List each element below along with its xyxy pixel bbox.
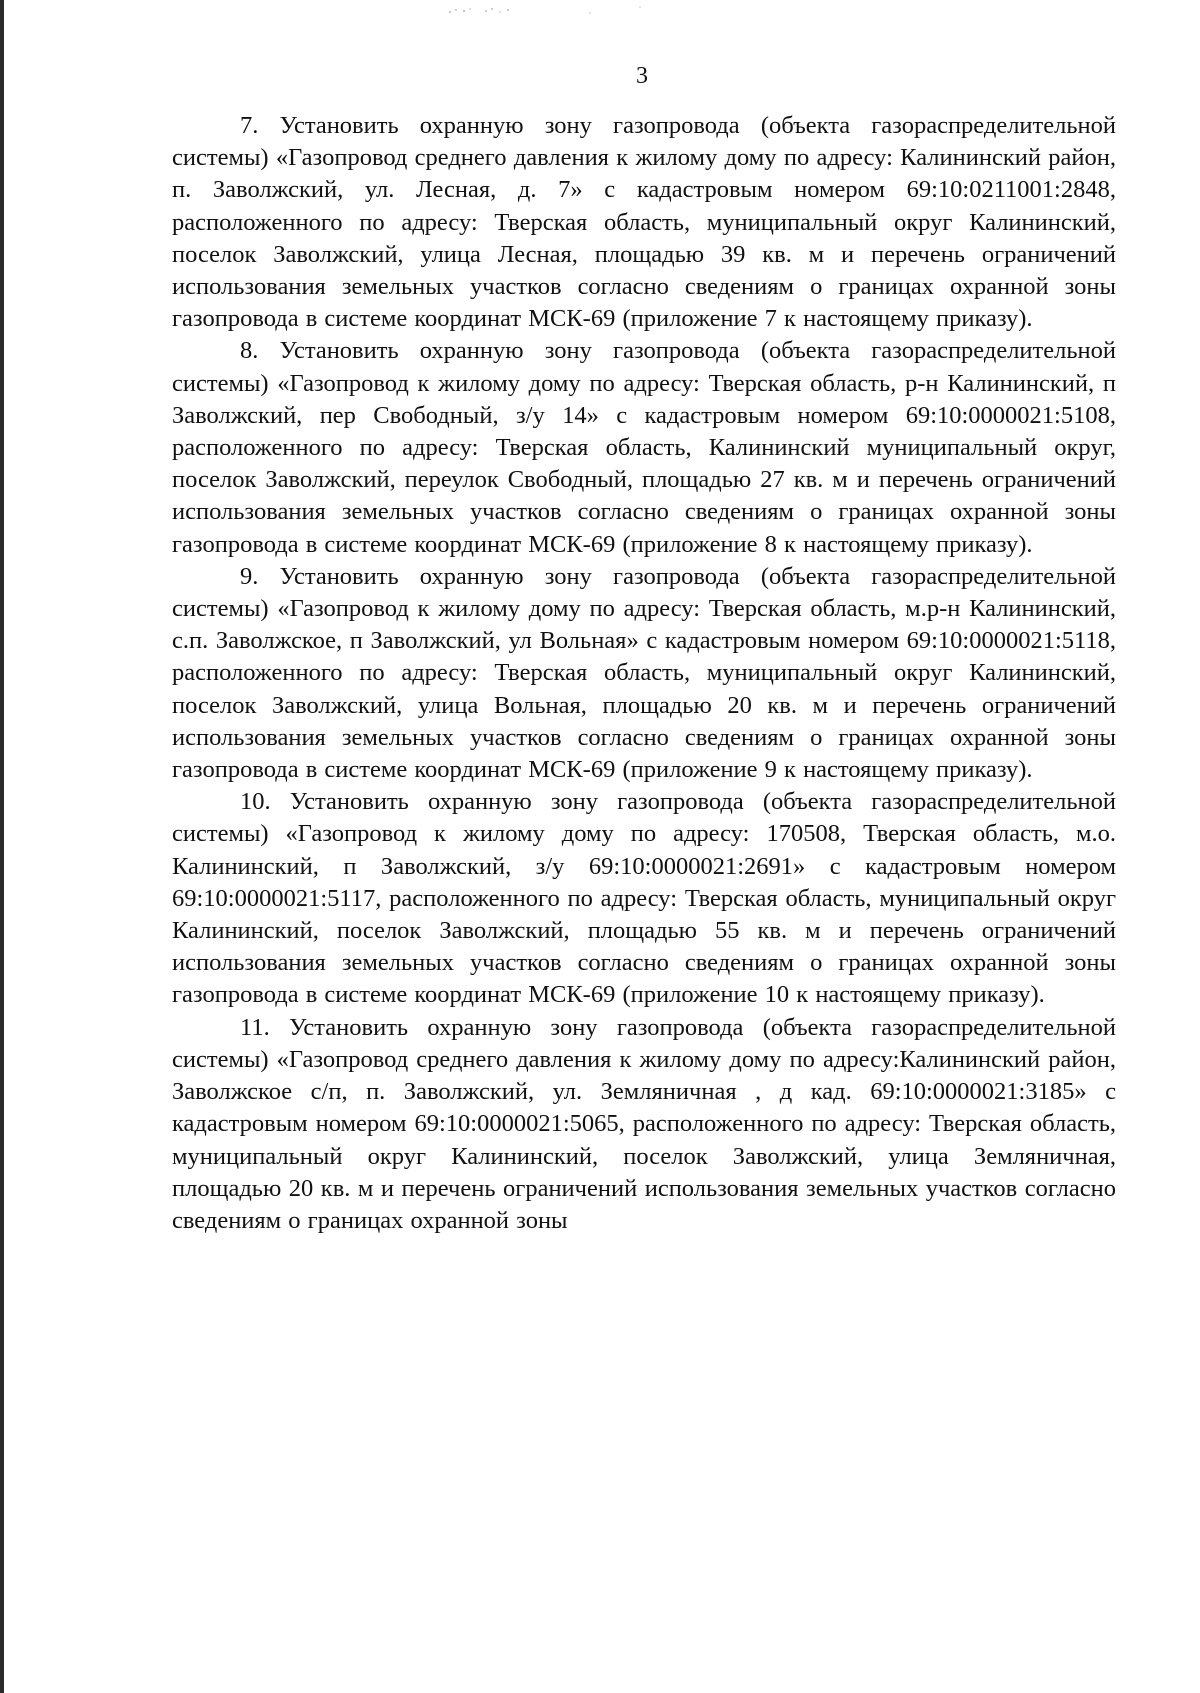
paragraph-item-8: 8. Установить охранную зону газопровода (объекта газораспределительной системы) «Газопровод к жилому дому по адресу: Тверская область, р-н Калининский, п Заволжский, пер Свободный, з/у 14» с кадастровым номером 69:10:0000021:5108, расположенного по адресу: Тверская область, Калининский муниципальный округ, поселок Заволжский, переулок Свободный, площадью 27 кв. м и перечень ограничений использования земельных участков согласно сведениям о границах охранной зоны газопровода в системе координат МСК-69 (приложение 8 к настоящему приказу). [172, 337, 1116, 558]
paragraph-item-9: 9. Установить охранную зону газопровода (объекта газораспределительной системы) «Газопровод к жилому дому по адресу: Тверская область, м.р-н Калининский, с.п. Заволжское, п Заволжский, ул Вольная» с кадастровым номером 69:10:0000021:5118, расположенного по адресу: Тверская область, муниципальный округ Калининский, поселок Заволжский, улица Вольная, площадью 20 кв. м и перечень ограничений использования земельных участков согласно сведениям о границах охранной зоны газопровода в системе координат МСК-69 (приложение 9 к настоящему приказу). [172, 562, 1116, 784]
document-body [172, 110, 1116, 1237]
paragraph-item-11: 11. Установить охранную зону газопровода (объекта газораспределительной системы) «Газопровод среднего давления к жилому дому по адресу:Калининский район, Заволжское с/п, п. Заволжский, ул. Земляничная , д кад. 69:10:0000021:3185» с кадастровым номером 69:10:0000021:5065, расположенного по адресу: Тверская область, муниципальный округ Калининский, поселок Заволжский, улица Земляничная, площадью 20 кв. м и перечень ограничений использования земельных участков согласно сведениям о границах охранной зоны [172, 1013, 1116, 1234]
paragraph-item-10: 10. Установить охранную зону газопровода (объекта газораспределительной системы) «Газопровод к жилому дому по адресу: 170508, Тверская область, м.о. Калининский, п Заволжский, з/у 69:10:0000021:2691» с кадастровым номером 69:10:0000021:5117, расположенного по адресу: Тверская область, муниципальный округ Калининский, поселок Заволжский, площадью 55 кв. м и перечень ограничений использования земельных участков согласно сведениям о границах охранной зоны газопровода в системе координат МСК-69 (приложение 10 к настоящему приказу). [172, 788, 1116, 1009]
paragraph-item-7: 7. Установить охранную зону газопровода (объекта газораспределительной системы) «Газопровод среднего давления к жилому дому по адресу: Калининский район, п. Заволжский, ул. Лесная, д. 7» с кадастровым номером 69:10:0211001:2848, расположенного по адресу: Тверская область, муниципальный округ Калининский, поселок Заволжский, улица Лесная, площадью 39 кв. м и перечень ограничений использования земельных участков согласно сведениям о границах охранной зоны газопровода в системе координат МСК-69 (приложение 7 к настоящему приказу). [172, 112, 1116, 333]
scan-left-edge [0, 0, 4, 1693]
page-number: 3 [636, 63, 648, 89]
scan-artifact-specks [440, 4, 660, 16]
